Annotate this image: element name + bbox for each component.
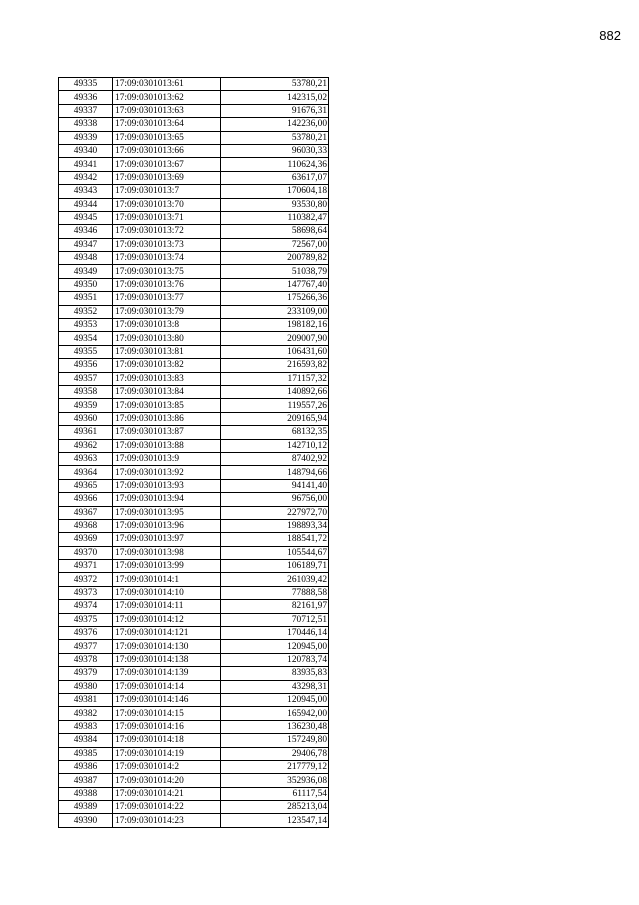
table-row <box>59 573 329 586</box>
row-number: 49377 <box>59 640 113 653</box>
row-number: 49352 <box>59 305 113 318</box>
cadastral-value: 188541,72 <box>221 533 329 546</box>
table-row <box>59 278 329 291</box>
row-number: 49381 <box>59 693 113 706</box>
cadastral-value: 233109,00 <box>221 305 329 318</box>
cadastral-value: 68132,35 <box>221 426 329 439</box>
cadastral-number: 17:09:0301013:73 <box>113 238 221 251</box>
cadastral-value: 142315,02 <box>221 91 329 104</box>
row-number: 49341 <box>59 158 113 171</box>
cadastral-number: 17:09:0301013:97 <box>113 533 221 546</box>
row-number: 49335 <box>59 78 113 91</box>
table-row <box>59 412 329 425</box>
table-row <box>59 613 329 626</box>
table-row <box>59 720 329 733</box>
cadastral-number: 17:09:0301014:22 <box>113 801 221 814</box>
table-row <box>59 144 329 157</box>
cadastral-number: 17:09:0301014:11 <box>113 600 221 613</box>
cadastral-value: 105544,67 <box>221 546 329 559</box>
table-row <box>59 211 329 224</box>
row-number: 49371 <box>59 560 113 573</box>
cadastral-value: 261039,42 <box>221 573 329 586</box>
cadastral-value: 285213,04 <box>221 801 329 814</box>
cadastral-value: 148794,66 <box>221 466 329 479</box>
cadastral-number: 17:09:0301014:139 <box>113 667 221 680</box>
row-number: 49358 <box>59 385 113 398</box>
cadastral-value: 106189,71 <box>221 560 329 573</box>
cadastral-number: 17:09:0301013:83 <box>113 372 221 385</box>
table-row <box>59 586 329 599</box>
cadastral-value: 83935,83 <box>221 667 329 680</box>
cadastral-value: 147767,40 <box>221 278 329 291</box>
cadastral-value: 63617,07 <box>221 171 329 184</box>
row-number: 49344 <box>59 198 113 211</box>
cadastral-value: 96756,00 <box>221 493 329 506</box>
table-row <box>59 546 329 559</box>
cadastral-number: 17:09:0301013:95 <box>113 506 221 519</box>
cadastral-value: 91676,31 <box>221 104 329 117</box>
table-row <box>59 640 329 653</box>
row-number: 49353 <box>59 319 113 332</box>
cadastral-value: 120783,74 <box>221 653 329 666</box>
cadastral-number: 17:09:0301013:96 <box>113 519 221 532</box>
cadastral-value: 120945,00 <box>221 640 329 653</box>
row-number: 49384 <box>59 734 113 747</box>
cadastral-number: 17:09:0301014:18 <box>113 734 221 747</box>
row-number: 49361 <box>59 426 113 439</box>
row-number: 49369 <box>59 533 113 546</box>
cadastral-number: 17:09:0301014:20 <box>113 774 221 787</box>
row-number: 49363 <box>59 452 113 465</box>
cadastral-number: 17:09:0301013:84 <box>113 385 221 398</box>
cadastral-value: 53780,21 <box>221 78 329 91</box>
table-row <box>59 801 329 814</box>
cadastral-value: 53780,21 <box>221 131 329 144</box>
cadastral-value: 51038,79 <box>221 265 329 278</box>
cadastral-number: 17:09:0301013:94 <box>113 493 221 506</box>
row-number: 49378 <box>59 653 113 666</box>
table-body <box>59 78 329 828</box>
cadastral-value: 227972,70 <box>221 506 329 519</box>
cadastral-value: 170446,14 <box>221 627 329 640</box>
row-number: 49382 <box>59 707 113 720</box>
cadastral-number: 17:09:0301013:80 <box>113 332 221 345</box>
table-row <box>59 479 329 492</box>
table-row <box>59 359 329 372</box>
table-row <box>59 533 329 546</box>
cadastral-number: 17:09:0301013:79 <box>113 305 221 318</box>
cadastral-value: 120945,00 <box>221 693 329 706</box>
table-row <box>59 198 329 211</box>
cadastral-value: 110382,47 <box>221 211 329 224</box>
row-number: 49336 <box>59 91 113 104</box>
cadastral-number: 17:09:0301013:62 <box>113 91 221 104</box>
cadastral-value: 157249,80 <box>221 734 329 747</box>
cadastral-number: 17:09:0301013:9 <box>113 452 221 465</box>
row-number: 49362 <box>59 439 113 452</box>
cadastral-number: 17:09:0301013:88 <box>113 439 221 452</box>
cadastral-number: 17:09:0301013:71 <box>113 211 221 224</box>
table-row <box>59 506 329 519</box>
table-row <box>59 560 329 573</box>
cadastral-value: 140892,66 <box>221 385 329 398</box>
cadastral-value: 217779,12 <box>221 760 329 773</box>
row-number: 49373 <box>59 586 113 599</box>
table-row <box>59 104 329 117</box>
row-number: 49376 <box>59 627 113 640</box>
table-row <box>59 493 329 506</box>
table-row <box>59 225 329 238</box>
cadastral-value: 170604,18 <box>221 185 329 198</box>
row-number: 49339 <box>59 131 113 144</box>
row-number: 49354 <box>59 332 113 345</box>
cadastral-value: 142236,00 <box>221 118 329 131</box>
table-row <box>59 439 329 452</box>
row-number: 49340 <box>59 144 113 157</box>
cadastral-number: 17:09:0301013:72 <box>113 225 221 238</box>
row-number: 49386 <box>59 760 113 773</box>
row-number: 49345 <box>59 211 113 224</box>
table-row <box>59 774 329 787</box>
cadastral-number: 17:09:0301014:19 <box>113 747 221 760</box>
cadastral-value: 200789,82 <box>221 252 329 265</box>
cadastral-value: 198893,34 <box>221 519 329 532</box>
cadastral-value: 82161,97 <box>221 600 329 613</box>
table-row <box>59 185 329 198</box>
cadastral-value: 136230,48 <box>221 720 329 733</box>
cadastral-table <box>58 77 329 828</box>
table-row <box>59 319 329 332</box>
row-number: 49350 <box>59 278 113 291</box>
row-number: 49388 <box>59 787 113 800</box>
row-number: 49367 <box>59 506 113 519</box>
row-number: 49365 <box>59 479 113 492</box>
table-row <box>59 332 329 345</box>
table-row <box>59 693 329 706</box>
cadastral-number: 17:09:0301013:8 <box>113 319 221 332</box>
page-number: 882 <box>599 28 621 43</box>
table-row <box>59 707 329 720</box>
row-number: 49338 <box>59 118 113 131</box>
cadastral-number: 17:09:0301014:14 <box>113 680 221 693</box>
cadastral-number: 17:09:0301013:93 <box>113 479 221 492</box>
table-row <box>59 292 329 305</box>
row-number: 49364 <box>59 466 113 479</box>
cadastral-number: 17:09:0301013:67 <box>113 158 221 171</box>
row-number: 49374 <box>59 600 113 613</box>
cadastral-value: 72567,00 <box>221 238 329 251</box>
row-number: 49385 <box>59 747 113 760</box>
cadastral-number: 17:09:0301014:16 <box>113 720 221 733</box>
cadastral-number: 17:09:0301013:87 <box>113 426 221 439</box>
cadastral-value: 142710,12 <box>221 439 329 452</box>
table-row <box>59 131 329 144</box>
cadastral-value: 165942,00 <box>221 707 329 720</box>
table-row <box>59 158 329 171</box>
cadastral-value: 77888,58 <box>221 586 329 599</box>
table-row <box>59 238 329 251</box>
table-row <box>59 747 329 760</box>
cadastral-number: 17:09:0301014:1 <box>113 573 221 586</box>
cadastral-number: 17:09:0301013:65 <box>113 131 221 144</box>
row-number: 49370 <box>59 546 113 559</box>
cadastral-number: 17:09:0301013:66 <box>113 144 221 157</box>
row-number: 49375 <box>59 613 113 626</box>
table-row <box>59 265 329 278</box>
cadastral-number: 17:09:0301013:70 <box>113 198 221 211</box>
table-row <box>59 171 329 184</box>
cadastral-value: 216593,82 <box>221 359 329 372</box>
row-number: 49380 <box>59 680 113 693</box>
table-row <box>59 118 329 131</box>
cadastral-number: 17:09:0301014:130 <box>113 640 221 653</box>
cadastral-number: 17:09:0301014:138 <box>113 653 221 666</box>
row-number: 49346 <box>59 225 113 238</box>
cadastral-number: 17:09:0301014:2 <box>113 760 221 773</box>
table-row <box>59 787 329 800</box>
table-row <box>59 466 329 479</box>
cadastral-number: 17:09:0301013:82 <box>113 359 221 372</box>
table-row <box>59 680 329 693</box>
table-row <box>59 345 329 358</box>
cadastral-value: 352936,08 <box>221 774 329 787</box>
row-number: 49366 <box>59 493 113 506</box>
table-row <box>59 399 329 412</box>
cadastral-number: 17:09:0301013:63 <box>113 104 221 117</box>
table-row <box>59 814 329 827</box>
cadastral-number: 17:09:0301013:64 <box>113 118 221 131</box>
cadastral-value: 119557,26 <box>221 399 329 412</box>
row-number: 49390 <box>59 814 113 827</box>
row-number: 49347 <box>59 238 113 251</box>
table-row <box>59 519 329 532</box>
cadastral-value: 93530,80 <box>221 198 329 211</box>
cadastral-value: 94141,40 <box>221 479 329 492</box>
table-row <box>59 600 329 613</box>
cadastral-value: 96030,33 <box>221 144 329 157</box>
row-number: 49337 <box>59 104 113 117</box>
cadastral-number: 17:09:0301013:85 <box>113 399 221 412</box>
cadastral-value: 43298,31 <box>221 680 329 693</box>
row-number: 49372 <box>59 573 113 586</box>
row-number: 49343 <box>59 185 113 198</box>
row-number: 49368 <box>59 519 113 532</box>
cadastral-number: 17:09:0301013:69 <box>113 171 221 184</box>
cadastral-number: 17:09:0301014:10 <box>113 586 221 599</box>
table-row <box>59 734 329 747</box>
table-row <box>59 252 329 265</box>
cadastral-number: 17:09:0301013:61 <box>113 78 221 91</box>
cadastral-number: 17:09:0301013:86 <box>113 412 221 425</box>
row-number: 49387 <box>59 774 113 787</box>
table-row <box>59 667 329 680</box>
cadastral-value: 106431,60 <box>221 345 329 358</box>
cadastral-number: 17:09:0301014:15 <box>113 707 221 720</box>
row-number: 49351 <box>59 292 113 305</box>
cadastral-number: 17:09:0301013:75 <box>113 265 221 278</box>
row-number: 49355 <box>59 345 113 358</box>
row-number: 49359 <box>59 399 113 412</box>
cadastral-number: 17:09:0301014:146 <box>113 693 221 706</box>
cadastral-value: 87402,92 <box>221 452 329 465</box>
cadastral-number: 17:09:0301013:7 <box>113 185 221 198</box>
table-row <box>59 426 329 439</box>
table-row <box>59 372 329 385</box>
row-number: 49379 <box>59 667 113 680</box>
cadastral-value: 70712,51 <box>221 613 329 626</box>
row-number: 49356 <box>59 359 113 372</box>
row-number: 49357 <box>59 372 113 385</box>
cadastral-number: 17:09:0301014:21 <box>113 787 221 800</box>
cadastral-number: 17:09:0301014:12 <box>113 613 221 626</box>
cadastral-value: 110624,36 <box>221 158 329 171</box>
cadastral-number: 17:09:0301013:77 <box>113 292 221 305</box>
cadastral-value: 29406,78 <box>221 747 329 760</box>
cadastral-value: 58698,64 <box>221 225 329 238</box>
table-row <box>59 385 329 398</box>
row-number: 49389 <box>59 801 113 814</box>
table-row <box>59 78 329 91</box>
cadastral-value: 61117,54 <box>221 787 329 800</box>
table-row <box>59 91 329 104</box>
cadastral-value: 198182,16 <box>221 319 329 332</box>
cadastral-number: 17:09:0301013:99 <box>113 560 221 573</box>
cadastral-number: 17:09:0301013:74 <box>113 252 221 265</box>
cadastral-number: 17:09:0301014:23 <box>113 814 221 827</box>
row-number: 49348 <box>59 252 113 265</box>
cadastral-number: 17:09:0301013:76 <box>113 278 221 291</box>
row-number: 49360 <box>59 412 113 425</box>
cadastral-number: 17:09:0301013:81 <box>113 345 221 358</box>
table-row <box>59 452 329 465</box>
cadastral-value: 123547,14 <box>221 814 329 827</box>
cadastral-number: 17:09:0301013:92 <box>113 466 221 479</box>
cadastral-value: 175266,36 <box>221 292 329 305</box>
table-row <box>59 627 329 640</box>
cadastral-value: 171157,32 <box>221 372 329 385</box>
cadastral-value: 209007,90 <box>221 332 329 345</box>
table-row <box>59 760 329 773</box>
row-number: 49349 <box>59 265 113 278</box>
table-row <box>59 653 329 666</box>
table-row <box>59 305 329 318</box>
row-number: 49342 <box>59 171 113 184</box>
row-number: 49383 <box>59 720 113 733</box>
cadastral-value: 209165,94 <box>221 412 329 425</box>
cadastral-number: 17:09:0301013:98 <box>113 546 221 559</box>
cadastral-number: 17:09:0301014:121 <box>113 627 221 640</box>
